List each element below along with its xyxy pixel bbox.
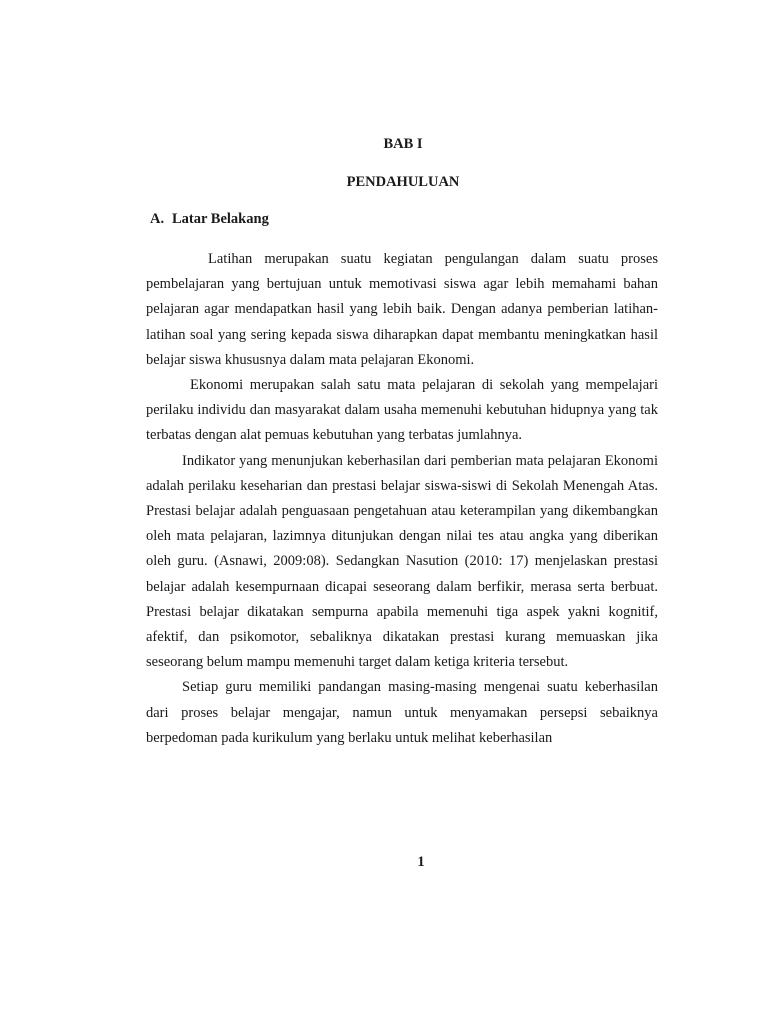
paragraph: Indikator yang menunjukan keberhasilan dari pemberian mata pelajaran Ekonomi adalah perilaku keseharian dan prestasi belajar siswa-siswi di Sekolah Menengah Atas. Prestasi belajar adalah penguasaan pengetahuan atau keterampilan yang dikembangkan oleh mata pelajaran, lazimnya ditunjukan dengan nilai tes atau angka yang diberikan oleh guru. (Asnawi, 2009:08). Sedangkan Nasution (2010: 17) menjelaskan prestasi belajar adalah kesempurnaan dicapai seseorang dalam berfikir, merasa serta berbuat. Prestasi belajar dikatakan sempurna apabila memenuhi tiga aspek yakni kognitif, afektif, dan psikomotor, sebaliknya dikatakan prestasi kurang memuaskan jika seseorang belum mampu memenuhi target dalam ketiga kriteria tersebut.	[146, 452, 658, 671]
page-number: 1	[417, 854, 425, 870]
paragraph: Latihan merupakan suatu kegiatan pengulangan dalam suatu proses pembelajaran yang bertujuan untuk memotivasi siswa agar lebih memahami bahan pelajaran agar mendapatkan hasil yang lebih baik. Dengan adanya pemberian latihan-latihan soal yang sering kepada siswa diharapkan dapat membantu meningkatkan hasil belajar siswa khususnya dalam mata pelajaran Ekonomi.	[146, 251, 658, 368]
chapter-title: BAB I	[383, 136, 423, 152]
paragraph: Ekonomi merupakan salah satu mata pelajaran di sekolah yang mempelajari perilaku individu dan masyarakat dalam usaha memenuhi kebutuhan hidupnya yang tak terbatas dengan alat pemuas kebutuhan yang terbatas jumlahnya.	[146, 377, 658, 444]
section-heading	[150, 211, 269, 228]
paragraph: Setiap guru memiliki pandangan masing-masing mengenai suatu keberhasilan dari proses belajar mengajar, namun untuk menyamakan persepsi sebaiknya berpedoman pada kurikulum yang berlaku untuk melihat keberhasilan	[146, 679, 658, 746]
chapter-subtitle: PENDAHULUAN	[346, 174, 460, 190]
body-text	[146, 247, 658, 751]
section-title: Latar Belakang	[172, 211, 269, 227]
section-number: A.	[150, 211, 165, 227]
